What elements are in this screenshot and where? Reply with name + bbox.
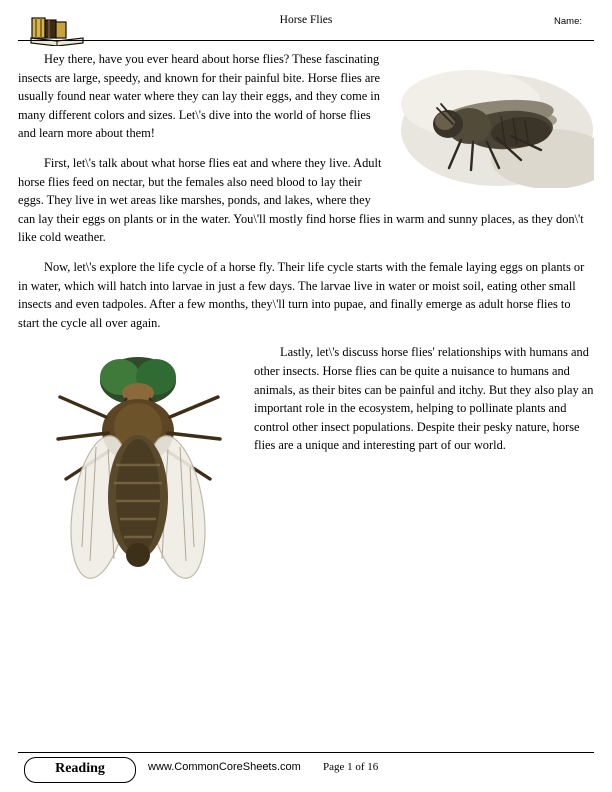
header-divider <box>18 40 594 41</box>
paragraph-2: First, let\'s talk about what horse flies eat and where they live. Adult horse flies feed on nectar, but the females also need blood to lay their eggs. They live in wet areas like marshes, ponds, and lakes, where they can lay their eggs on plants or in the water. You\'ll mostly find horse flies in warm and sunny places, as they don\'t like cold weather. <box>18 155 584 245</box>
paragraph-3: Now, let\'s explore the life cycle of a horse fly. Their life cycle starts with the female laying eggs on plants or in water, which will hatch into larvae in just a few days. The larvae live in water or moist soil, eating other small insects and even tadpoles. After a few months, they\'ll turn into pupae, and finally emerge as adult horse flies to start the cycle all over again. <box>18 259 585 330</box>
horse-fly-image-1 <box>401 64 594 188</box>
subject-badge: Reading <box>24 757 136 783</box>
page-footer <box>18 757 594 787</box>
page-title: Horse Flies <box>279 14 333 26</box>
footer-page-number: Page 1 of 16 <box>323 761 379 773</box>
footer-website: www.CommonCoreSheets.com <box>148 761 301 773</box>
horse-fly-image-2 <box>38 347 238 592</box>
article-body <box>18 50 594 740</box>
paragraph-1: Hey there, have you ever heard about horse flies? These fascinating insects are large, speedy, and known for their painful bite. Horse flies are usually found near water where they can lay their eggs, and they come in many different colors and sizes. Let\'s dive into the world of horse flies and learn more about them! <box>18 52 380 141</box>
footer-divider <box>18 752 594 753</box>
paragraph-4: Lastly, let\'s discuss horse flies' relationships with humans and other insects. Horse flies can be quite a nuisance to humans and animals, as their bites can be painful and itchy. But they also play an important role in the ecosystem, helping to pollinate plants and control other insect populations. Despite their pesky nature, horse flies are a unique and interesting part of our world. <box>254 345 594 453</box>
student-name-label: Name: <box>554 16 582 27</box>
page-header <box>18 10 594 38</box>
